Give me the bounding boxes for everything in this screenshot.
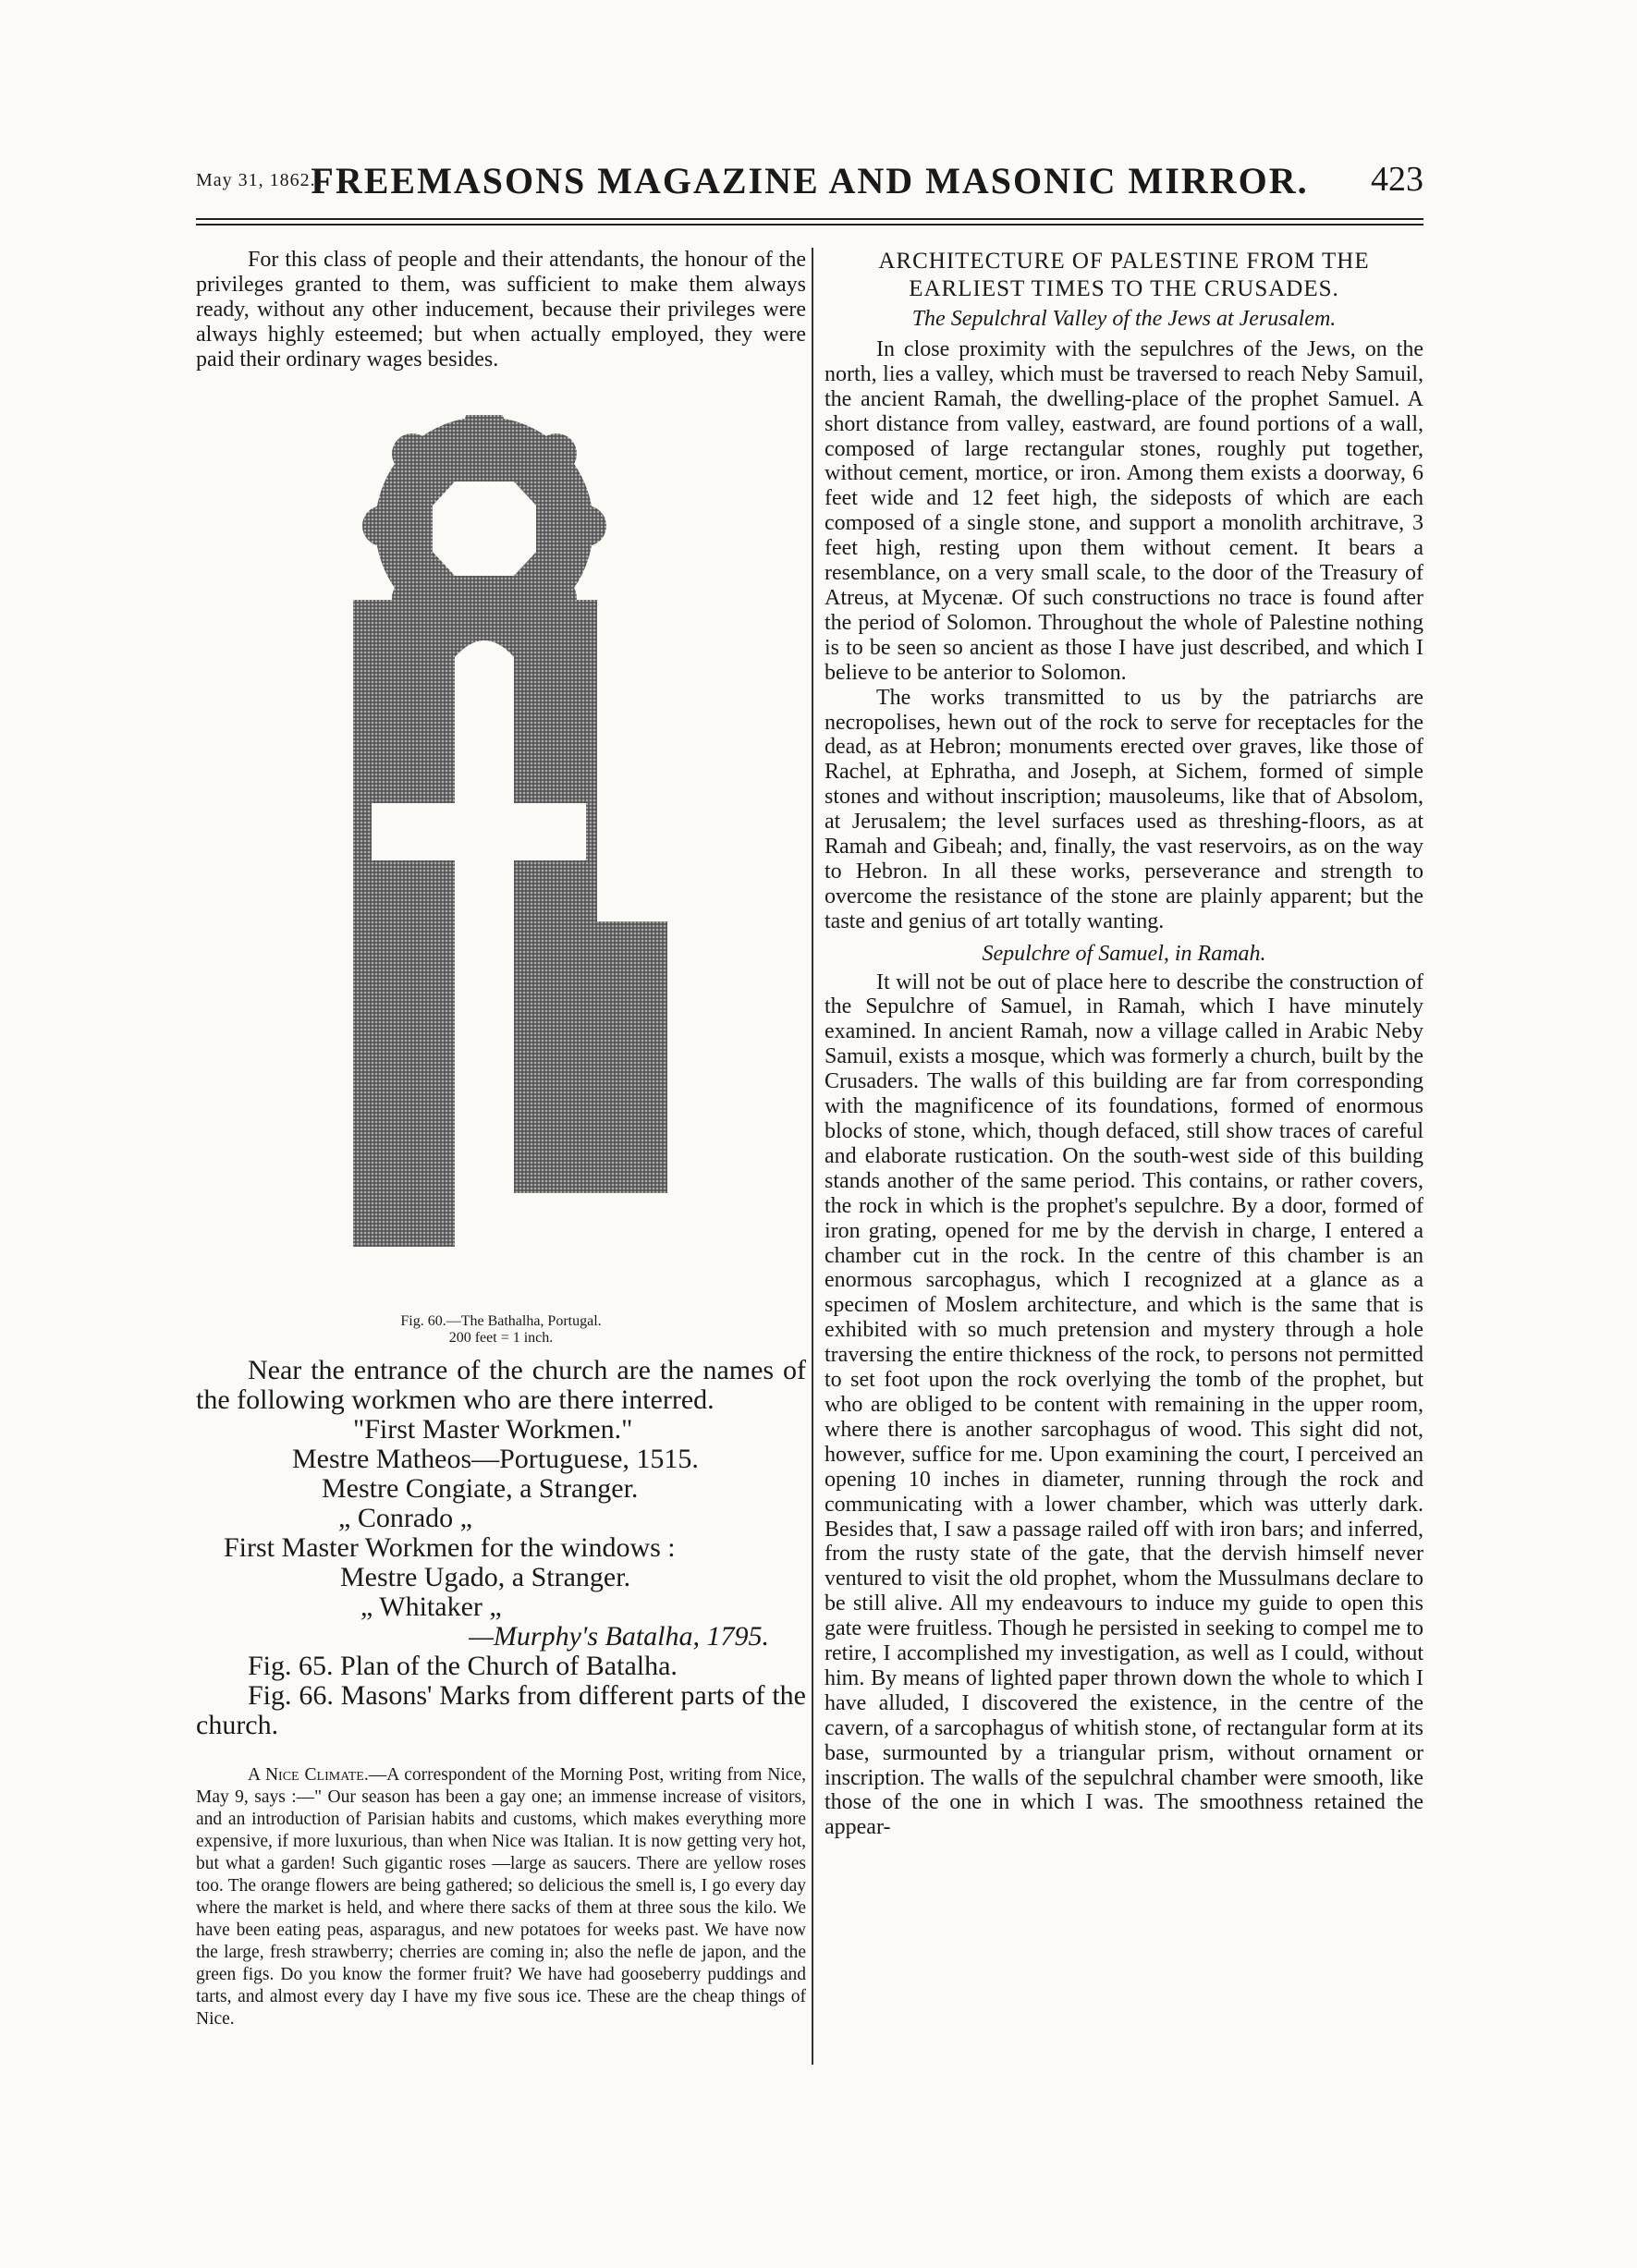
article-subheading: The Sepulchral Valley of the Jews at Jerusalem. [911, 307, 1337, 331]
left-paragraph-1: For this class of people and their attendants, the honour of the privileges granted to them, was sufficient to make them always ready, without any other inducement, because their privileges were always highly esteemed; but when actually employed, they were paid their ordinary wages besides. [196, 248, 806, 372]
header-rule-top [196, 218, 1423, 220]
list-item: Mestre Ugado, a Stranger. [340, 1561, 631, 1592]
right-column [825, 248, 1423, 1840]
section-subheading: Sepulchre of Samuel, in Ramah. [982, 941, 1266, 966]
fig66-note: Fig. 66. Masons' Marks from different parts of the church. [196, 1679, 806, 1740]
right-paragraph-3: It will not be out of place here to describe the construction of the Sepulchre of Samuel, in Ramah, which I have minutely examined. In ancient Ramah, now a village called in Arabic Neby Samuil, exists a mosque, which was formerly a church, built by the Crusaders. The walls of this building are far from corresponding with the magnificence of its foundations, formed of enormous blocks of stone, which, though defaced, still show traces of careful and elaborate rustication. On the south-west side of this building stands another of the same period. This contains, or rather covers, the rock in which is the prophet's sepulchre. By a door, formed of iron grating, opened for me by the dervish in charge, I entered a chamber cut in the rock. In the centre of this chamber is an enormous sarcophagus, which I recognized at a glance as a specimen of Moslem architecture, and which is the same that is exhibited with so much pretension and mystery through a hole traversing the entire thickness of the rock, to persons not permitted to set foot upon the rock overlying the tomb of the prophet, but who are obliged to be content with remaining in the upper room, where there is another sarcophagus of wood. This sight did not, however, suffice for me. Upon examining the court, I perceived an opening 10 inches in diameter, running through the rock and communicating with a lower chamber, which was utterly dark. Besides that, I saw a passage railed off with iron bars; and inferred, from the rusty state of the gate, that the dervish himself never ventured to visit the old prophet, whom the Mussulmans declare to be still alive. All my endeavours to induce my guide to open this gate were fruitless. Though he persisted in seeking to compel me to retire, I accomplished my investigation, as well as I could, without him. By means of lighted paper thrown down the whole to which I have alluded, I discovered the existence, in the centre of the cavern, of a sarcophagus of whitish stone, of rectangular form at its base, surmounted by a triangular prism, without ornament or inscription. The walls of the sepulchral chamber were smooth, like those of the one in which I was. The smoothness retained the appear- [825, 969, 1423, 1840]
magazine-title: FREEMASONS MAGAZINE AND MASONIC MIRROR. [311, 160, 1309, 201]
list-item: First Master Workmen for the windows : [224, 1531, 676, 1563]
page-number: 423 [1371, 160, 1423, 199]
list-item: „ Whitaker „ [360, 1591, 502, 1622]
list-item: Mestre Congiate, a Stranger. [322, 1472, 639, 1504]
workmen-list [196, 1415, 806, 1652]
left-paragraph-2: Near the entrance of the church are the names of the following workmen who are there interred. [196, 1354, 806, 1415]
octagon-opening [433, 482, 536, 576]
list-item: Mestre Matheos—Portuguese, 1515. [292, 1443, 699, 1474]
right-paragraph-2: The works transmitted to us by the patriarchs are necropolises, hewn out of the rock to serve for receptacles for the dead, as at Hebron; monuments erected over graves, like those of Rachel, at Ephratha, and Joseph, at Sichem, formed of simple stones and without inscription; mausoleums, like that of Absolom, at Jerusalem; the level surfaces used as threshing-floors, as at Ramah and Gibeah; and, finally, the vast reservoirs, as on the way to Hebron. In all these works, perseverance and strength to overcome the resistance of the stone are plainly apparent; but the taste and genius of art totally wanting. [825, 685, 1423, 933]
column-divider [812, 248, 813, 2065]
fig65-note: Fig. 65. Plan of the Church of Batalha. [248, 1650, 678, 1681]
left-column [196, 248, 806, 2030]
list-heading: "First Master Workmen." [353, 1413, 633, 1445]
citation: —Murphy's Batalha, 1795. [469, 1620, 769, 1652]
list-item: „ Conrado „ [338, 1502, 472, 1533]
article-heading: ARCHITECTURE OF PALESTINE FROM THE EARLIEST TIMES TO THE CRUSADES. [878, 249, 1370, 301]
note-body: —A correspondent of the Morning Post, writing from Nice, May 9, says :—" Our season has been a gay one; an immense increase of visitors, and an introduction of Parisian habits and customs, which makes everything more expensive, if more luxurious, than when Nice was Italian. It is now getting very hot, but what a garden! Such gigantic roses —large as saucers. There are yellow roses too. The orange flowers are being gathered; so delicious the smell is, I go every day where the market is held, and where there sacks of them at three sous the kilo. We have been eating peas, asparagus, and new potatoes for weeks past. We have now the large, fresh strawberry; cherries are coming in; also the nefle de japon, and the green figs. Do you know the former fruit? We have had gooseberry puddings and tarts, and almost every day I have my five sous ice. These are the cheap things of Nice. [196, 1764, 806, 2029]
page-header [196, 159, 1423, 205]
nice-climate-note [196, 1764, 806, 2030]
right-paragraph-1: In close proximity with the sepulchres of the Jews, on the north, lies a valley, which must be traversed to reach Neby Samuil, the ancient Ramah, the dwelling-place of the prophet Samuel. A short distance from valley, eastward, are found portions of a wall, composed of large rectangular stones, roughly put together, without cement, mortice, or iron. Among them exists a doorway, 6 feet wide and 12 feet high, the sideposts of which are each composed of a single stone, and support a monolith architrave, 3 feet high, resting upon them without cement. It bears a resemblance, on a very small scale, to the door of the Treasury of Atreus, at Mycenæ. Of such constructions no trace is found after the period of Solomon. Throughout the whole of Palestine nothing is to be seen so ancient as those I have just described, and which I believe to be anterior to Solomon. [825, 336, 1423, 685]
church-plan-figure [335, 415, 667, 1302]
header-rule-bottom [196, 224, 1423, 226]
figure-caption-2: 200 feet = 1 inch. [448, 1329, 554, 1346]
issue-date: May 31, 1862.] [196, 170, 324, 190]
figure-caption-1: Fig. 60.—The Bathalha, Portugal. [400, 1312, 602, 1329]
note-title: A Nice Climate. [248, 1764, 369, 1785]
